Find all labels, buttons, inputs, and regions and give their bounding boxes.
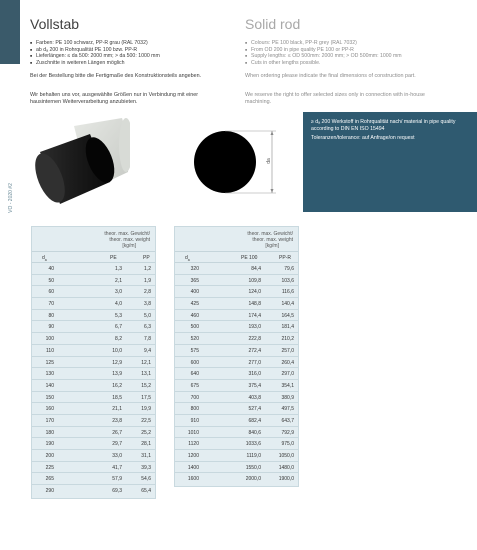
- bullet-item: ■ Colours: PE 100 black, PP-R grey (RAL 7032): [245, 40, 402, 47]
- diameter-cell: 425: [190, 301, 199, 308]
- weight-cell: 2,8: [144, 289, 151, 296]
- diameter-cell: 575: [190, 347, 199, 354]
- weight-cell: 1550,0: [245, 464, 261, 471]
- weight-cell: 840,6: [248, 429, 261, 436]
- diameter-cell: 910: [190, 417, 199, 424]
- table-row: [32, 450, 155, 462]
- diameter-cell: 150: [45, 394, 54, 401]
- weight-cell: 1,2: [144, 266, 151, 272]
- weight-cell: 10,0: [112, 347, 122, 354]
- bullet-item: ■ Farben: PE 100 schwarz, PP-R grau (RAL 7032): [30, 40, 160, 47]
- weight-cell: 975,0: [281, 441, 294, 448]
- weight-cell: 140,4: [281, 301, 294, 308]
- weight-cell: 84,4: [251, 266, 261, 272]
- weight-cell: 6,7: [115, 324, 122, 331]
- weight-cell: 57,9: [112, 476, 122, 483]
- tolerance-note: Toleranzen/tolerance: auf Anfrage/on request: [311, 135, 415, 142]
- diameter-cell: 1120: [188, 441, 199, 448]
- weight-cell: 79,6: [284, 266, 294, 272]
- weight-cell: 272,4: [248, 347, 261, 354]
- title-de: Vollstab: [30, 16, 80, 32]
- diameter-cell: 40: [48, 266, 54, 272]
- table-body: [32, 263, 155, 497]
- weight-cell: 193,0: [248, 324, 261, 331]
- diameter-cell: 180: [45, 429, 54, 436]
- side-accent-bar: [0, 0, 20, 64]
- side-code: VO - 2020 #2: [8, 183, 14, 213]
- table-row: [175, 333, 298, 345]
- table-row: [32, 321, 155, 333]
- weight-cell: 17,5: [141, 394, 151, 401]
- order-note-en: When ordering please indicate the final dimensions of construction part.: [245, 73, 416, 79]
- bullet-item: ■ Cuts in other lengths possible.: [245, 60, 402, 67]
- diameter-cell: 1010: [187, 429, 199, 436]
- col-pe: PE: [110, 255, 117, 261]
- table-row: [175, 357, 298, 369]
- weight-cell: 19,9: [141, 406, 151, 413]
- table-row: [32, 333, 155, 345]
- weight-cell: 527,4: [248, 406, 261, 413]
- table-row: [175, 392, 298, 404]
- diameter-cell: 700: [190, 394, 199, 401]
- weight-cell: 23,8: [112, 417, 122, 424]
- weight-cell: 297,0: [281, 371, 294, 378]
- diameter-cell: 265: [45, 476, 54, 483]
- table-header: theor. max. Gewicht/ theor. max. weight [kg/m]: [175, 227, 298, 252]
- bullet-list-de: [30, 40, 160, 66]
- diameter-cell: 800: [190, 406, 199, 413]
- cross-section-drawing: [192, 128, 287, 196]
- reserve-note-en: We reserve the right to offer selected sizes only in connection with in-house machining.: [245, 92, 425, 105]
- table-header: theor. max. Gewicht/ theor. max. weight [kg/m]: [32, 227, 155, 252]
- product-photo: [30, 112, 130, 212]
- table-row: [175, 462, 298, 474]
- table-row: [32, 485, 155, 497]
- table-row: [32, 345, 155, 357]
- diameter-cell: 520: [190, 336, 199, 343]
- table-row: [175, 415, 298, 427]
- material-quality-note: ≥ dₐ 200 Werkstoff in Rohrqualität nach/ material in pipe quality according to DIN EN ISO 15494: [311, 119, 456, 132]
- weight-cell: 260,4: [281, 359, 294, 366]
- weight-cell: 354,1: [281, 382, 294, 389]
- weight-cell: 13,1: [141, 371, 151, 378]
- reserve-note-de: Wir behalten uns vor, ausgewählte Größen nur in Verbindung mit einer hausinternen Weiterverarbeitung anzubieten.: [30, 92, 199, 105]
- diameter-cell: 675: [190, 382, 199, 389]
- table-row: [175, 310, 298, 322]
- title-en: Solid rod: [245, 16, 301, 32]
- diameter-cell: 1400: [187, 464, 199, 471]
- diameter-cell: 365: [190, 277, 199, 284]
- table-row: [32, 380, 155, 392]
- weight-cell: 8,2: [115, 336, 122, 343]
- col-pp: PP: [143, 255, 150, 261]
- material-info-box: [303, 112, 477, 212]
- table-row: [32, 473, 155, 485]
- weight-cell: 375,4: [248, 382, 261, 389]
- weight-cell: 26,7: [112, 429, 122, 436]
- bullet-item: ■ Lieferlängen: ≤ da 500: 2000 mm; > da 500: 1000 mm: [30, 53, 160, 60]
- table-row: [32, 392, 155, 404]
- weight-cell: 210,2: [281, 336, 294, 343]
- weight-cell: 1033,6: [245, 441, 261, 448]
- weight-cell: 682,4: [248, 417, 261, 424]
- weight-cell: 257,0: [281, 347, 294, 354]
- weight-cell: 116,6: [281, 289, 294, 296]
- order-note-de: Bei der Bestellung bitte die Fertigmaße des Konstruktionsteils angeben.: [30, 73, 202, 79]
- table-row: [175, 345, 298, 357]
- weight-cell: 29,7: [112, 441, 122, 448]
- diameter-cell: 100: [45, 336, 54, 343]
- weight-cell: 1,9: [144, 277, 151, 284]
- weight-cell: 12,9: [112, 359, 122, 366]
- diameter-cell: 320: [190, 266, 199, 272]
- weight-cell: 12,1: [141, 359, 151, 366]
- table-row: [32, 403, 155, 415]
- weight-cell: 33,0: [112, 453, 122, 459]
- weight-cell: 497,5: [281, 406, 294, 413]
- diameter-cell: 200: [45, 453, 54, 459]
- weight-cell: 164,5: [281, 312, 294, 319]
- table-row: [175, 450, 298, 462]
- bullet-item: ■ From OD 200 in pipe quality PE 100 or PP-R: [245, 47, 402, 54]
- table-row: [32, 357, 155, 369]
- col-ppr: PP-R: [279, 255, 291, 261]
- table-row: [32, 275, 155, 287]
- table-row: [175, 263, 298, 275]
- weight-cell: 181,4: [281, 324, 294, 331]
- table-row: [175, 275, 298, 287]
- table-row: [32, 310, 155, 322]
- weight-cell: 148,8: [248, 301, 261, 308]
- diameter-cell: 160: [45, 406, 54, 413]
- table-row: [32, 415, 155, 427]
- weight-cell: 222,8: [248, 336, 261, 343]
- weight-cell: 54,6: [141, 476, 151, 483]
- weight-cell: 39,3: [141, 464, 151, 471]
- diameter-cell: 130: [45, 371, 54, 378]
- weight-cell: 316,0: [248, 371, 261, 378]
- table-row: [32, 286, 155, 298]
- bullet-item: ■ Supply lengths: ≤ OD 500mm: 2000 mm; > OD 500mm: 1000 mm: [245, 53, 402, 60]
- diameter-cell: 500: [190, 324, 199, 331]
- diameter-cell: 640: [190, 371, 199, 378]
- diameter-cell: 140: [45, 382, 54, 389]
- weight-cell: 1050,0: [278, 453, 294, 459]
- weight-cell: 3,0: [115, 289, 122, 296]
- table-row: [175, 298, 298, 310]
- table-row: [175, 438, 298, 450]
- diameter-cell: 225: [45, 464, 54, 471]
- diameter-cell: 190: [45, 441, 54, 448]
- col-da: $d_a$: [185, 255, 190, 262]
- diameter-cell: 1600: [187, 476, 199, 483]
- table-row: [32, 368, 155, 380]
- col-da: $d_a$: [42, 255, 47, 262]
- weight-cell: 403,8: [248, 394, 261, 401]
- weight-cell: 65,4: [141, 488, 151, 495]
- weight-table-right: [174, 226, 299, 487]
- weight-cell: 792,9: [281, 429, 294, 436]
- diameter-cell: 70: [48, 301, 54, 308]
- table-row: [175, 380, 298, 392]
- table-subheader: [32, 252, 155, 263]
- weight-cell: 21,1: [112, 406, 122, 413]
- weight-cell: 6,3: [144, 324, 151, 331]
- weight-cell: 15,2: [141, 382, 151, 389]
- table-row: [175, 286, 298, 298]
- weight-cell: 4,0: [115, 301, 122, 308]
- col-pe100: PE 100: [241, 255, 258, 261]
- diameter-cell: 110: [46, 347, 54, 354]
- weight-cell: 1,3: [115, 266, 122, 272]
- weight-cell: 28,1: [141, 441, 151, 448]
- diameter-cell: 290: [45, 488, 54, 495]
- weight-cell: 7,8: [144, 336, 151, 343]
- table-row: [175, 321, 298, 333]
- table-row: [32, 263, 155, 275]
- bullet-item: ■ ab dₐ 200 in Rohrqualität PE 100 bzw. PP-R: [30, 47, 160, 54]
- weight-cell: 109,8: [248, 277, 261, 284]
- table-row: [32, 462, 155, 474]
- weight-cell: 174,4: [248, 312, 261, 319]
- weight-cell: 1900,0: [278, 476, 294, 483]
- weight-cell: 9,4: [144, 347, 151, 354]
- diameter-cell: 1200: [187, 453, 199, 459]
- table-body: [175, 263, 298, 485]
- weight-cell: 13,9: [112, 371, 122, 378]
- table-row: [175, 403, 298, 415]
- diameter-cell: 400: [190, 289, 199, 296]
- weight-cell: 2,1: [115, 277, 122, 284]
- weight-cell: 69,3: [112, 488, 122, 495]
- table-row: [175, 427, 298, 439]
- diameter-cell: 50: [48, 277, 54, 284]
- table-row: [175, 473, 298, 485]
- table-row: [32, 298, 155, 310]
- weight-cell: 380,9: [281, 394, 294, 401]
- weight-cell: 1480,0: [278, 464, 294, 471]
- diameter-cell: 90: [48, 324, 54, 331]
- weight-cell: 103,6: [281, 277, 294, 284]
- weight-cell: 31,1: [141, 453, 151, 459]
- diameter-cell: 460: [190, 312, 199, 319]
- bullet-item: ■ Zuschnitte in weiteren Längen möglich: [30, 60, 160, 67]
- weight-cell: 16,2: [112, 382, 122, 389]
- drawing-diameter-label: da: [266, 158, 272, 164]
- weight-cell: 643,7: [281, 417, 294, 424]
- weight-cell: 18,5: [112, 394, 122, 401]
- weight-cell: 5,3: [115, 312, 122, 319]
- weight-cell: 41,7: [112, 464, 122, 471]
- weight-cell: 25,2: [141, 429, 151, 436]
- weight-cell: 2000,0: [245, 476, 261, 483]
- table-row: [175, 368, 298, 380]
- weight-table-left: [31, 226, 156, 499]
- table-row: [32, 427, 155, 439]
- table-row: [32, 438, 155, 450]
- weight-cell: 22,5: [141, 417, 151, 424]
- diameter-cell: 170: [45, 417, 54, 424]
- diameter-cell: 600: [190, 359, 199, 366]
- weight-cell: 277,0: [248, 359, 261, 366]
- weight-cell: 3,8: [144, 301, 151, 308]
- diameter-cell: 60: [48, 289, 54, 296]
- weight-cell: 1119,0: [246, 453, 261, 459]
- diameter-cell: 80: [48, 312, 54, 319]
- table-subheader: [175, 252, 298, 263]
- bullet-list-en: [245, 40, 402, 66]
- diameter-cell: 125: [45, 359, 54, 366]
- weight-cell: 124,0: [248, 289, 261, 296]
- weight-cell: 5,0: [144, 312, 151, 319]
